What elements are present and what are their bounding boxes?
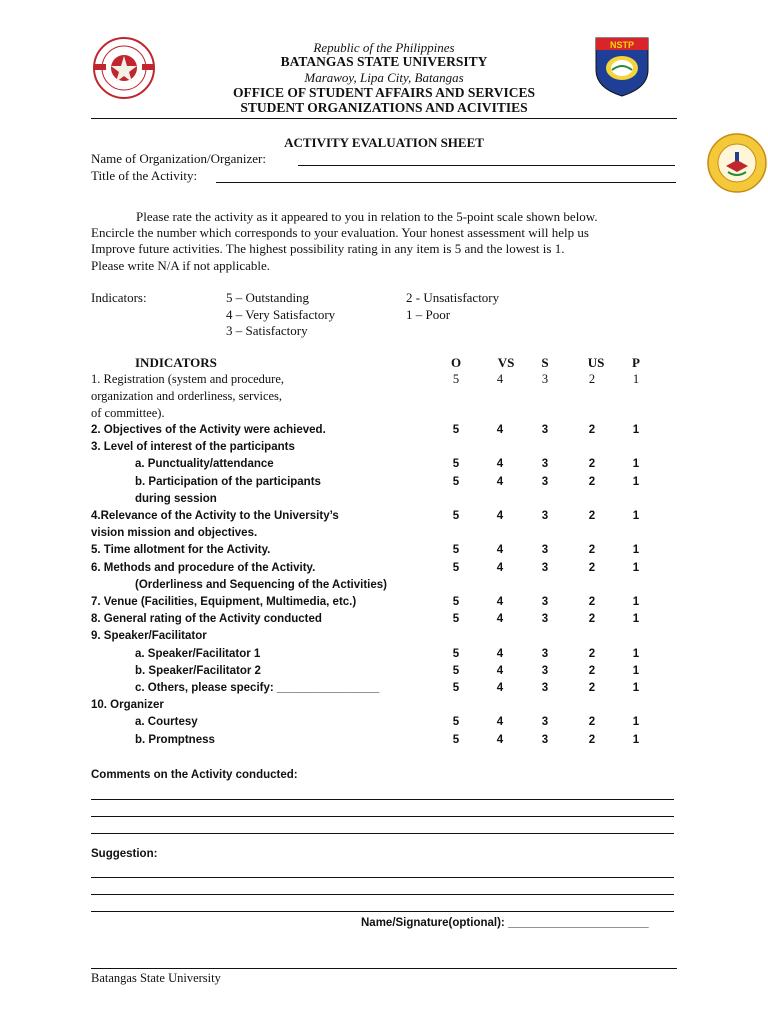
rating-option[interactable]: 4: [496, 682, 504, 694]
rating-option[interactable]: 4: [496, 733, 504, 746]
rating-option[interactable]: 2: [588, 682, 596, 694]
indicator-text: 9. Speaker/Facilitator: [91, 630, 207, 643]
indicator-text: 4.Relevance of the Activity to the University’s: [91, 510, 339, 522]
rating-option[interactable]: 2: [588, 613, 596, 626]
rating-option[interactable]: 3: [541, 682, 549, 694]
column-vs: VS: [497, 355, 515, 370]
indicator-text: b. Promptness: [135, 733, 215, 746]
rating-option[interactable]: 4: [496, 510, 504, 522]
rating-option[interactable]: 1: [632, 458, 640, 471]
comments-label: Comments on the Activity conducted:: [91, 769, 298, 781]
indicator-text: a. Courtesy: [135, 716, 198, 729]
rating-option[interactable]: 5: [452, 647, 460, 660]
rating-option[interactable]: 4: [496, 475, 504, 488]
rating-option[interactable]: 1: [632, 510, 640, 522]
republic-line: Republic of the Philippines: [313, 40, 455, 55]
item-1-rating-4[interactable]: 4: [496, 372, 504, 386]
indicator-text: 8. General rating of the Activity conducted: [91, 613, 322, 626]
header-divider: [91, 118, 677, 119]
indicator-text: b. Participation of the participants: [135, 475, 321, 488]
indicator-text: a. Speaker/Facilitator 1: [135, 647, 261, 660]
rating-option[interactable]: 1: [632, 613, 640, 626]
legend-poor: 1 – Poor: [406, 307, 451, 322]
rating-option[interactable]: 5: [452, 682, 460, 694]
rating-option[interactable]: 5: [452, 716, 460, 729]
legend-satisfactory: 3 – Satisfactory: [226, 323, 308, 338]
rating-option[interactable]: 3: [541, 647, 549, 660]
rating-option[interactable]: 2: [588, 664, 596, 677]
rating-option[interactable]: 2: [588, 716, 596, 729]
rating-option[interactable]: 1: [632, 682, 640, 694]
legend-unsatisfactory: 2 - Unsatisfactory: [406, 290, 500, 305]
rating-option[interactable]: 3: [541, 510, 549, 522]
rating-option[interactable]: 4: [496, 458, 504, 471]
table-row: [0, 579, 768, 596]
comment-line-2[interactable]: [91, 816, 674, 817]
rating-option[interactable]: 1: [632, 647, 640, 660]
rating-option[interactable]: 3: [541, 561, 549, 574]
item-1-rating-3[interactable]: 3: [541, 372, 549, 386]
suggestion-line-2[interactable]: [91, 894, 674, 895]
university-name: BATANGAS STATE UNIVERSITY: [280, 54, 488, 69]
rating-option[interactable]: 2: [588, 544, 596, 557]
rating-option[interactable]: 1: [632, 733, 640, 746]
rating-option[interactable]: 3: [541, 613, 549, 626]
item-1-rating-1[interactable]: 1: [632, 372, 640, 386]
footer-text: Batangas State University: [91, 971, 221, 985]
indicator-text: 6. Methods and procedure of the Activity.: [91, 561, 316, 574]
rating-option[interactable]: 4: [496, 424, 504, 436]
table-row: [0, 648, 768, 665]
rating-option[interactable]: 5: [452, 664, 460, 677]
comment-line-1[interactable]: [91, 799, 674, 800]
item-1-line-1: 1. Registration (system and procedure,: [91, 372, 285, 386]
rating-option[interactable]: 2: [588, 596, 596, 608]
table-row: [0, 596, 768, 613]
rating-option[interactable]: 1: [632, 664, 640, 677]
rating-option[interactable]: 3: [541, 424, 549, 436]
table-row: [0, 665, 768, 682]
table-row: [0, 682, 768, 699]
instruction-line-2: Encircle the number which corresponds to your evaluation. Your honest assessment will help us: [91, 225, 589, 240]
indicator-text: 7. Venue (Facilities, Equipment, Multimedia, etc.): [91, 596, 357, 608]
legend-label: Indicators:: [91, 290, 147, 305]
legend-outstanding: 5 – Outstanding: [226, 290, 310, 305]
rating-option[interactable]: 2: [588, 458, 596, 471]
rating-option[interactable]: 1: [632, 544, 640, 557]
rating-option[interactable]: 5: [452, 458, 460, 471]
organization-field[interactable]: [298, 165, 675, 166]
rating-option[interactable]: 3: [541, 716, 549, 729]
indicator-text: 5. Time allotment for the Activity.: [91, 544, 271, 557]
column-us: US: [587, 355, 605, 370]
table-row: [0, 734, 768, 751]
footer-divider: [91, 968, 677, 969]
rating-option[interactable]: 2: [588, 510, 596, 522]
indicator-text: during session: [135, 492, 217, 505]
item-1-rating-5[interactable]: 5: [452, 372, 460, 386]
column-p: P: [632, 355, 640, 370]
suggestion-line-3[interactable]: [91, 911, 674, 912]
rating-option[interactable]: 3: [541, 664, 549, 677]
instruction-line-1: Please rate the activity as it appeared to you in relation to the 5-point scale shown below.: [136, 209, 598, 224]
university-location: Marawoy, Lipa City, Batangas: [304, 70, 464, 85]
indicator-text: vision mission and objectives.: [91, 527, 258, 540]
item-1-line-2: organization and orderliness, services,: [91, 389, 283, 403]
rating-option[interactable]: 2: [588, 733, 596, 746]
indicator-text: 3. Level of interest of the participants: [91, 441, 295, 454]
rating-option[interactable]: 5: [452, 613, 460, 626]
rating-option[interactable]: 5: [452, 733, 460, 746]
indicator-text: 10. Organizer: [91, 699, 164, 712]
rating-option[interactable]: 3: [541, 544, 549, 557]
rating-option[interactable]: 2: [588, 561, 596, 574]
rating-option[interactable]: 1: [632, 424, 640, 436]
rating-option[interactable]: 2: [588, 647, 596, 660]
rating-option[interactable]: 5: [452, 424, 460, 436]
table-row: [0, 441, 768, 458]
rating-option[interactable]: 4: [496, 596, 504, 608]
rating-option[interactable]: 4: [496, 544, 504, 557]
suggestion-label: Suggestion:: [91, 848, 158, 860]
rating-option[interactable]: 5: [452, 544, 460, 557]
table-row: [0, 476, 768, 493]
signature-field[interactable]: Name/Signature(optional): ______________________: [361, 917, 649, 929]
rating-option[interactable]: 4: [496, 613, 504, 626]
rating-option[interactable]: 4: [496, 647, 504, 660]
table-row: [0, 630, 768, 647]
rating-option[interactable]: 4: [496, 664, 504, 677]
table-row: [0, 424, 768, 441]
column-o: O: [450, 355, 462, 370]
rating-option[interactable]: 1: [632, 716, 640, 729]
indicator-text: c. Others, please specify: ________________: [135, 682, 380, 694]
indicator-text: b. Speaker/Facilitator 2: [135, 664, 261, 677]
table-row: [0, 699, 768, 716]
legend-very-satisfactory: 4 – Very Satisfactory: [226, 307, 336, 322]
suggestion-line-1[interactable]: [91, 877, 674, 878]
rating-option[interactable]: 3: [541, 475, 549, 488]
rating-option[interactable]: 4: [496, 716, 504, 729]
rating-option[interactable]: 3: [541, 458, 549, 471]
form-title: ACTIVITY EVALUATION SHEET: [284, 135, 484, 150]
rating-option[interactable]: 5: [452, 510, 460, 522]
table-row: [0, 613, 768, 630]
activity-title-field[interactable]: [216, 182, 676, 183]
rating-option[interactable]: 1: [632, 596, 640, 608]
rating-option[interactable]: 1: [632, 475, 640, 488]
table-row: [0, 510, 768, 527]
indicators-heading: INDICATORS: [135, 355, 217, 370]
svg-text:NSTP: NSTP: [609, 40, 635, 50]
rating-option[interactable]: 4: [496, 561, 504, 574]
column-s: S: [541, 355, 549, 370]
office-name: OFFICE OF STUDENT AFFAIRS AND SERVICES: [233, 85, 535, 100]
table-row: [0, 527, 768, 544]
indicator-text: (Orderliness and Sequencing of the Activities): [135, 578, 387, 591]
table-row: [0, 493, 768, 510]
activity-title-label: Title of the Activity:: [91, 168, 198, 183]
rating-option[interactable]: 5: [452, 561, 460, 574]
table-row: [0, 562, 768, 579]
item-1-line-3: of committee).: [91, 406, 165, 420]
instruction-line-4: Please write N/A if not applicable.: [91, 258, 271, 273]
rating-option[interactable]: 2: [588, 475, 596, 488]
rating-option[interactable]: 5: [452, 596, 460, 608]
indicator-text: a. Punctuality/attendance: [135, 458, 274, 471]
item-1-rating-2[interactable]: 2: [588, 372, 596, 386]
unit-name: STUDENT ORGANIZATIONS AND ACIVITIES: [240, 100, 528, 115]
comment-line-3[interactable]: [91, 833, 674, 834]
table-row: [0, 544, 768, 561]
table-row: [0, 458, 768, 475]
rating-option[interactable]: 2: [588, 424, 596, 436]
rating-option[interactable]: 5: [452, 475, 460, 488]
organization-label: Name of Organization/Organizer:: [91, 151, 266, 166]
rating-option[interactable]: 3: [541, 733, 549, 746]
rating-option[interactable]: 1: [632, 561, 640, 574]
table-row: [0, 716, 768, 733]
indicator-text: 2. Objectives of the Activity were achieved.: [91, 424, 326, 436]
rating-option[interactable]: 3: [541, 596, 549, 608]
instruction-line-3: Improve future activities. The highest possibility rating in any item is 5 and the lowest is 1.: [91, 241, 565, 256]
